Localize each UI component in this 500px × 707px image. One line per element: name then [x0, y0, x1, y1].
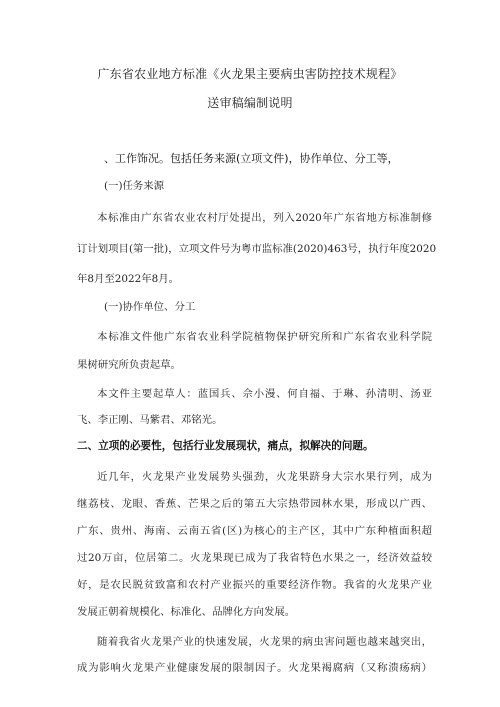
paragraph-line: 过20万亩，位居第二。火龙果现已成为了我省特色水果之一，经济效益较 — [77, 552, 432, 564]
paragraph-line: 果树研究所负责起草。 — [77, 359, 181, 371]
paragraph-line: 飞、李正刚、马紫君、邓铭光。 — [77, 414, 223, 426]
paragraph-line: 本标准文件他广东省农业科学院植物保护研究所和广东省农业科学院 — [97, 331, 432, 343]
paragraph-line: 发展正朝着规模化、标准化、品牌化方向发展。 — [77, 606, 296, 618]
subsection-heading-collaboration: (一)协作单位、分工 — [104, 301, 196, 313]
paragraph-line: 近几年，火龙果产业发展势头强劲，火龙果跻身大宗水果行列，成为 — [97, 471, 432, 483]
section-heading-1: 、工作饰况。包括任务来源(立项文件)，协作单位、分工等， — [104, 152, 399, 165]
section-heading-2: 二、立项的必要性，包括行业发展现状，痛点，拟解决的问题。 — [77, 440, 374, 452]
paragraph-line: 订计划项目(第一批)，立项文件号为粤市监标准(2020)463号，执行年度2020 — [77, 243, 437, 255]
paragraph-line: 随着我省火龙果产业的快速发展，火龙果的病虫害问题也越来越突出， — [97, 636, 432, 648]
paragraph-line: 广东、贵州、海南、云南五省(区)为核心的主产区，其中广东种植面积超 — [77, 525, 432, 537]
paragraph-line: 继荔枝、龙眼、香蕉、芒果之后的第五大宗热带园林水果，形成以广西、 — [77, 498, 432, 510]
document-subtitle: 送审稿编制说明 — [207, 96, 293, 110]
paragraph-line: 好，是农民脱贫致富和农村产业振兴的重要经济作物。我省的火龙果产业 — [77, 579, 432, 591]
document-title: 广东省农业地方标准《火龙果主要病虫害防控技术规程》 — [97, 67, 403, 81]
paragraph-line: 年8月至2022年8月。 — [77, 273, 180, 285]
paragraph-line: 本标准由广东省农业农村厅处提出，列入2020年广东省地方标准制修 — [97, 212, 432, 224]
paragraph-line: 成为影响火龙果产业健康发展的限制因子。火龙果褐腐病（又称溃疡病） — [77, 662, 432, 674]
subsection-heading-task-source: (一)任务来源 — [104, 180, 165, 192]
paragraph-line: 本文件主要起草人：蓝国兵、佘小漫、何自福、于琳、孙清明、汤亚 — [97, 388, 432, 400]
